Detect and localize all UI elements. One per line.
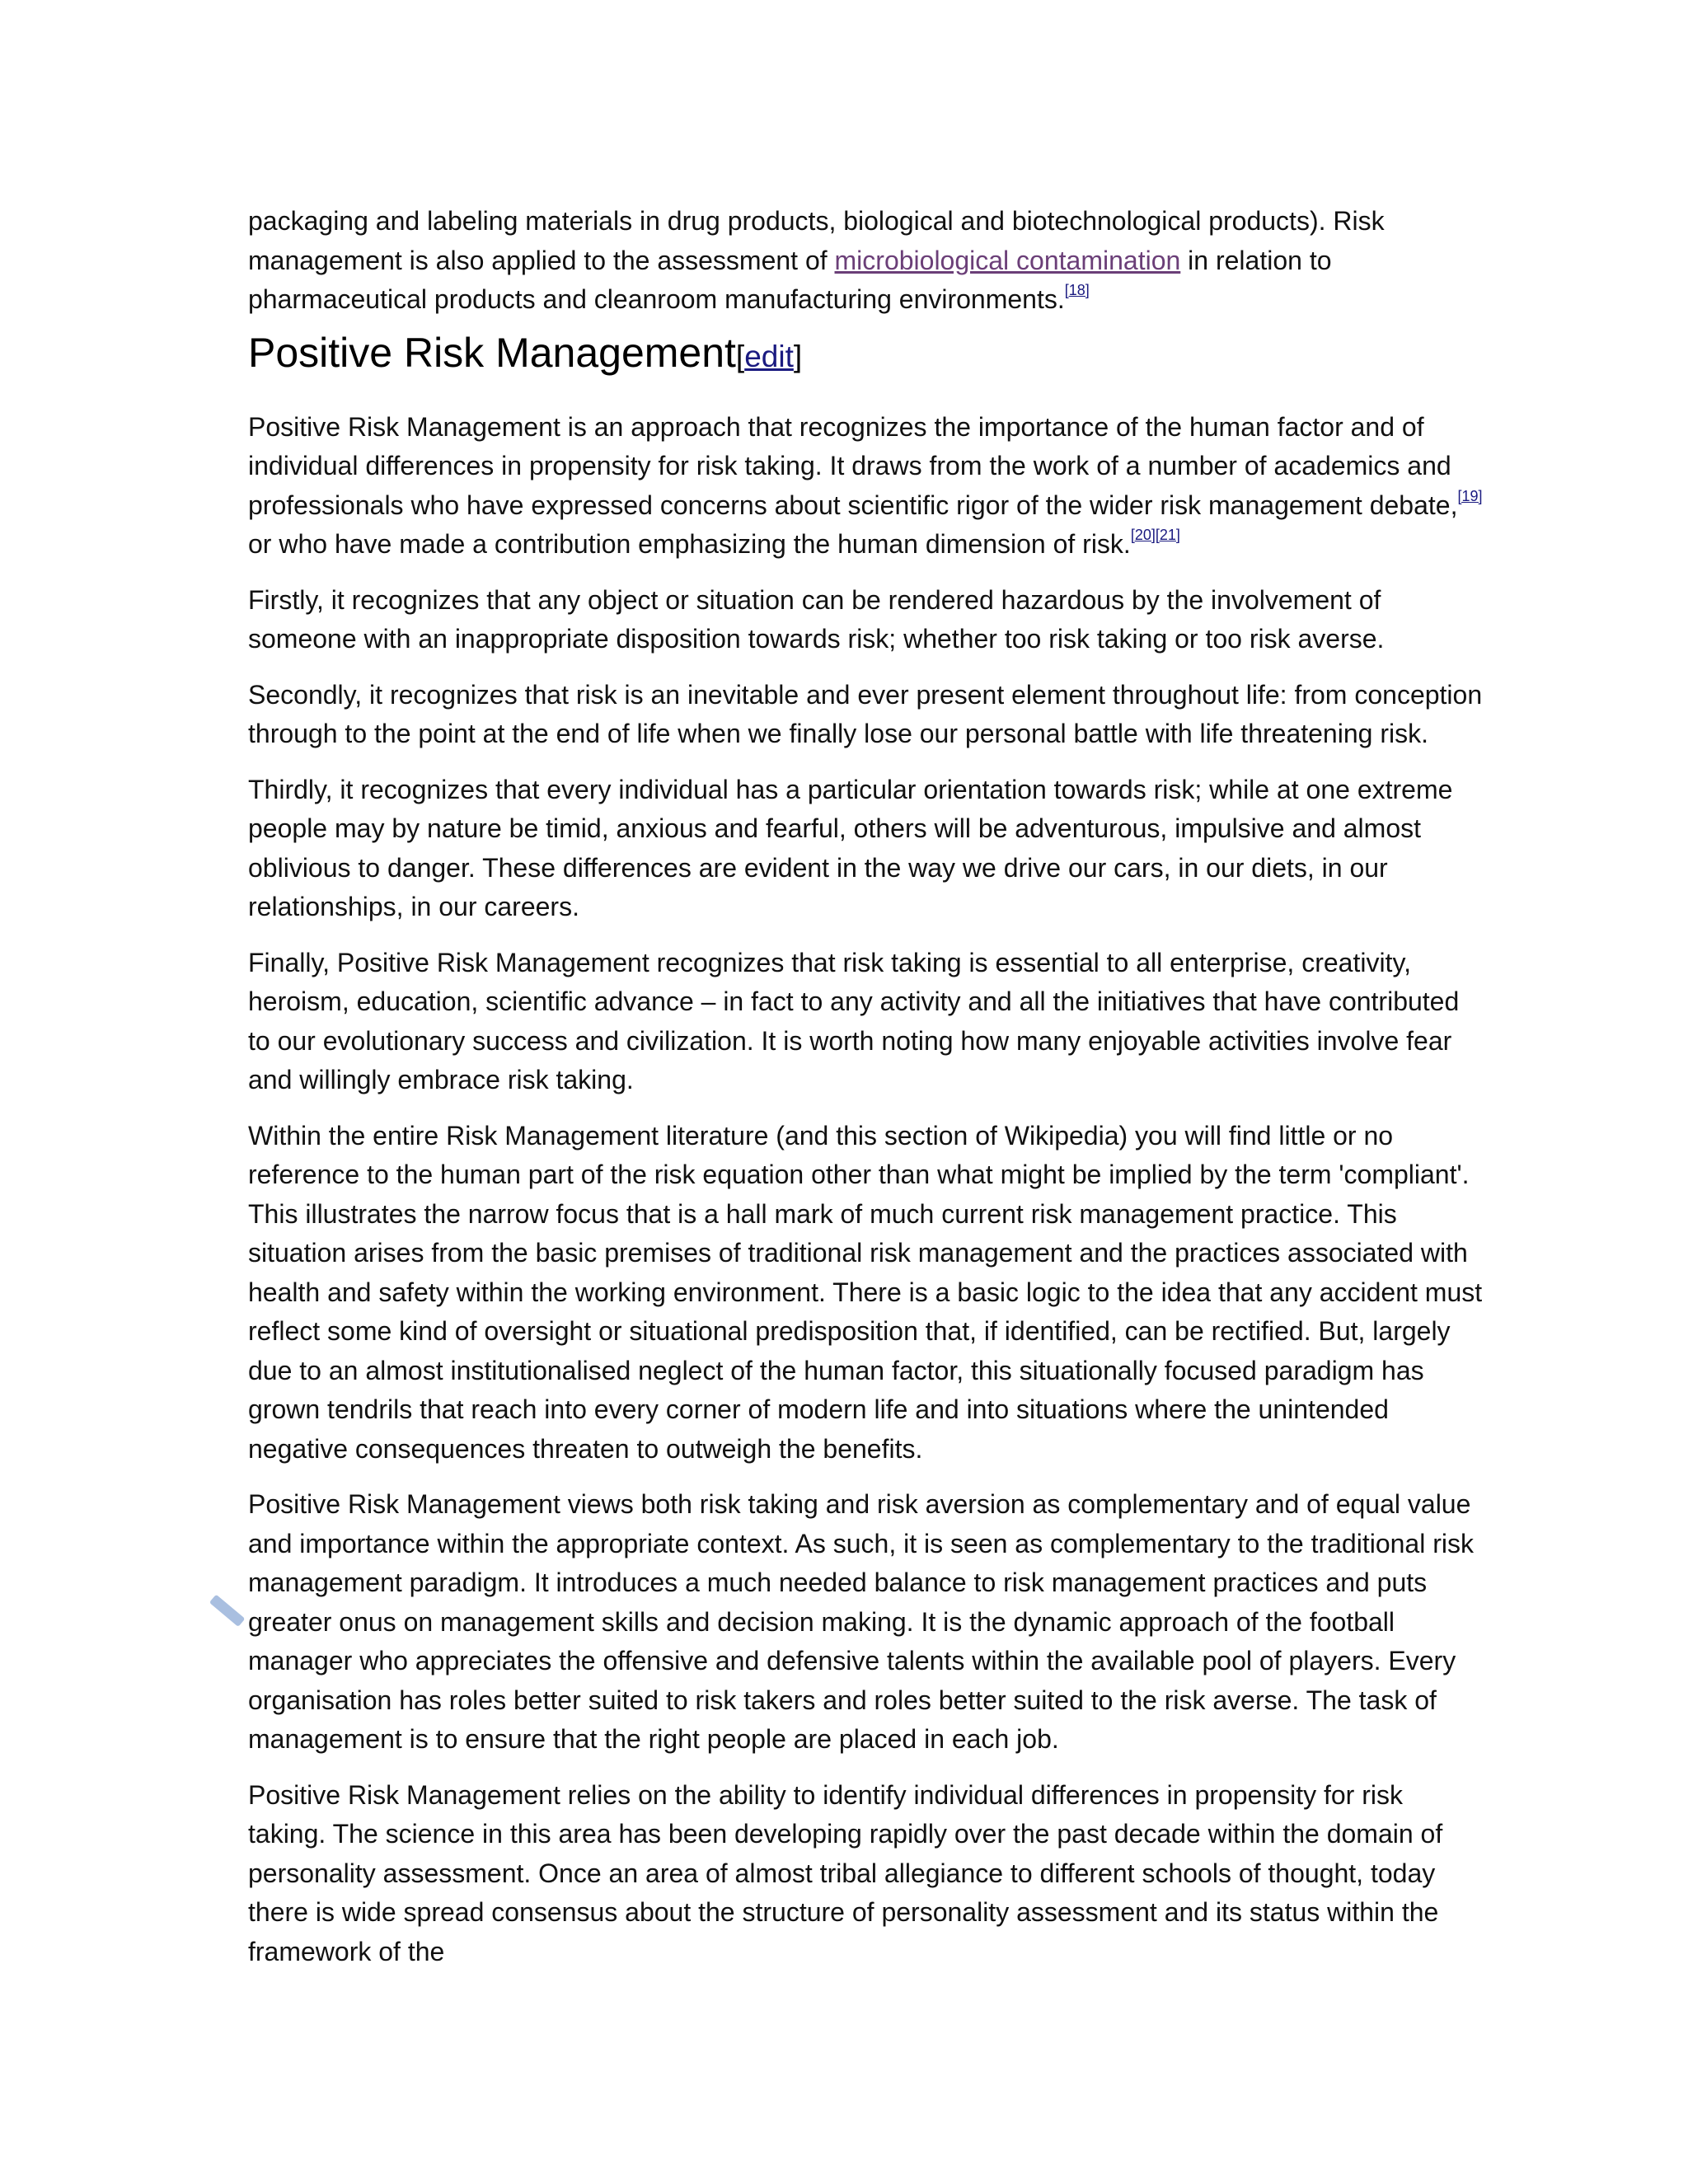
intro-text-after: in relation to pharmaceutical products and cleanroom manufacturing environments. [248, 245, 1332, 314]
edit-bracket-close: ] [793, 339, 803, 373]
paragraph-approach-text-b: or who have made a contribution emphasizing the human dimension of risk. [248, 529, 1131, 559]
paragraph-thirdly: Thirdly, it recognizes that every individual has a particular orientation towards risk; while at one extreme people may by nature be timid, anxious and fearful, others will be adventurous, impulsive and almost oblivious to danger. These differences are evident in the way we drive our cars, in our diets, in our relationships, in our careers. [248, 774, 1453, 921]
intro-text-before: packaging and labeling materials in drug products, biological and biotechnological products). Risk management is also applied to the assessment of [248, 206, 1385, 275]
document-page [248, 202, 1484, 1988]
paragraph-literature: Within the entire Risk Management literature (and this section of Wikipedia) you will find little or no reference to the human part of the risk equation other than what might be implied by the term 'compliant'. This illustrates the narrow focus that is a hall mark of much current risk management practice. This situation arises from the basic premises of traditional risk management and the practices associated with health and safety within the working environment. There is a basic logic to the idea that any accident must reflect some kind of oversight or situational predisposition that, if identified, can be rectified. But, largely due to an almost institutionalised neglect of the human factor, this situationally focused paradigm has grown tendrils that reach into every corner of modern life and into situations where the unintended negative consequences threaten to outweigh the benefits. [248, 1120, 1483, 1464]
intro-paragraph [248, 202, 1484, 320]
edit-section-link[interactable]: edit [744, 339, 794, 373]
section-heading [248, 328, 1484, 382]
edit-bracket-group [736, 340, 802, 373]
citation-19[interactable]: [19] [1457, 487, 1483, 504]
paragraph-personality: Positive Risk Management relies on the ability to identify individual differences in propensity for risk taking. The science in this area has been developing rapidly over the past decade within the domain of personality assessment. Once an area of almost tribal allegiance to different schools of thought, today there is wide spread consensus about the structure of personality assessment and its status within the framework of the [248, 1779, 1443, 1966]
paragraph-complementary: Positive Risk Management views both risk taking and risk aversion as complementary and of equal value and importance within the appropriate context. As such, it is seen as complementary to the traditional risk management paradigm. It introduces a much needed balance to risk management practices and puts greater onus on management skills and decision making. It is the dynamic approach of the football manager who appreciates the offensive and defensive talents within the available pool of players. Every organisation has roles better suited to risk takers and roles better suited to the risk averse. The task of management is to ensure that the right people are placed in each job. [248, 1489, 1474, 1754]
paragraph-firstly: Firstly, it recognizes that any object or situation can be rendered hazardous by the involvement of someone with an inappropriate disposition towards risk; whether too risk taking or too risk averse. [248, 584, 1385, 654]
microbiological-contamination-link[interactable]: microbiological contamination [834, 245, 1181, 275]
section-title: Positive Risk Management [248, 329, 736, 376]
citation-18[interactable]: [18] [1064, 282, 1090, 298]
margin-pen-marker [209, 1595, 246, 1628]
paragraph-finally: Finally, Positive Risk Management recognizes that risk taking is essential to all enterprise, creativity, heroism, education, scientific advance – in fact to any activity and all the initiatives that have contributed to our evolutionary success and civilization. It is worth noting how many enjoyable activities involve fear and willingly embrace risk taking. [248, 947, 1460, 1094]
edit-bracket-open: [ [735, 339, 745, 373]
paragraph-secondly: Secondly, it recognizes that risk is an inevitable and ever present element throughout life: from conception through to the point at the end of life when we finally lose our personal battle with life threatening risk. [248, 679, 1483, 748]
paragraph-approach [248, 408, 1484, 565]
citation-20-21[interactable]: [20][21] [1130, 527, 1180, 543]
paragraph-approach-text-a: Positive Risk Management is an approach that recognizes the importance of the human factor and of individual differences in propensity for risk taking. It draws from the work of a number of academics and professionals who have expressed concerns about scientific rigor of the wider risk management debate, [248, 411, 1458, 520]
